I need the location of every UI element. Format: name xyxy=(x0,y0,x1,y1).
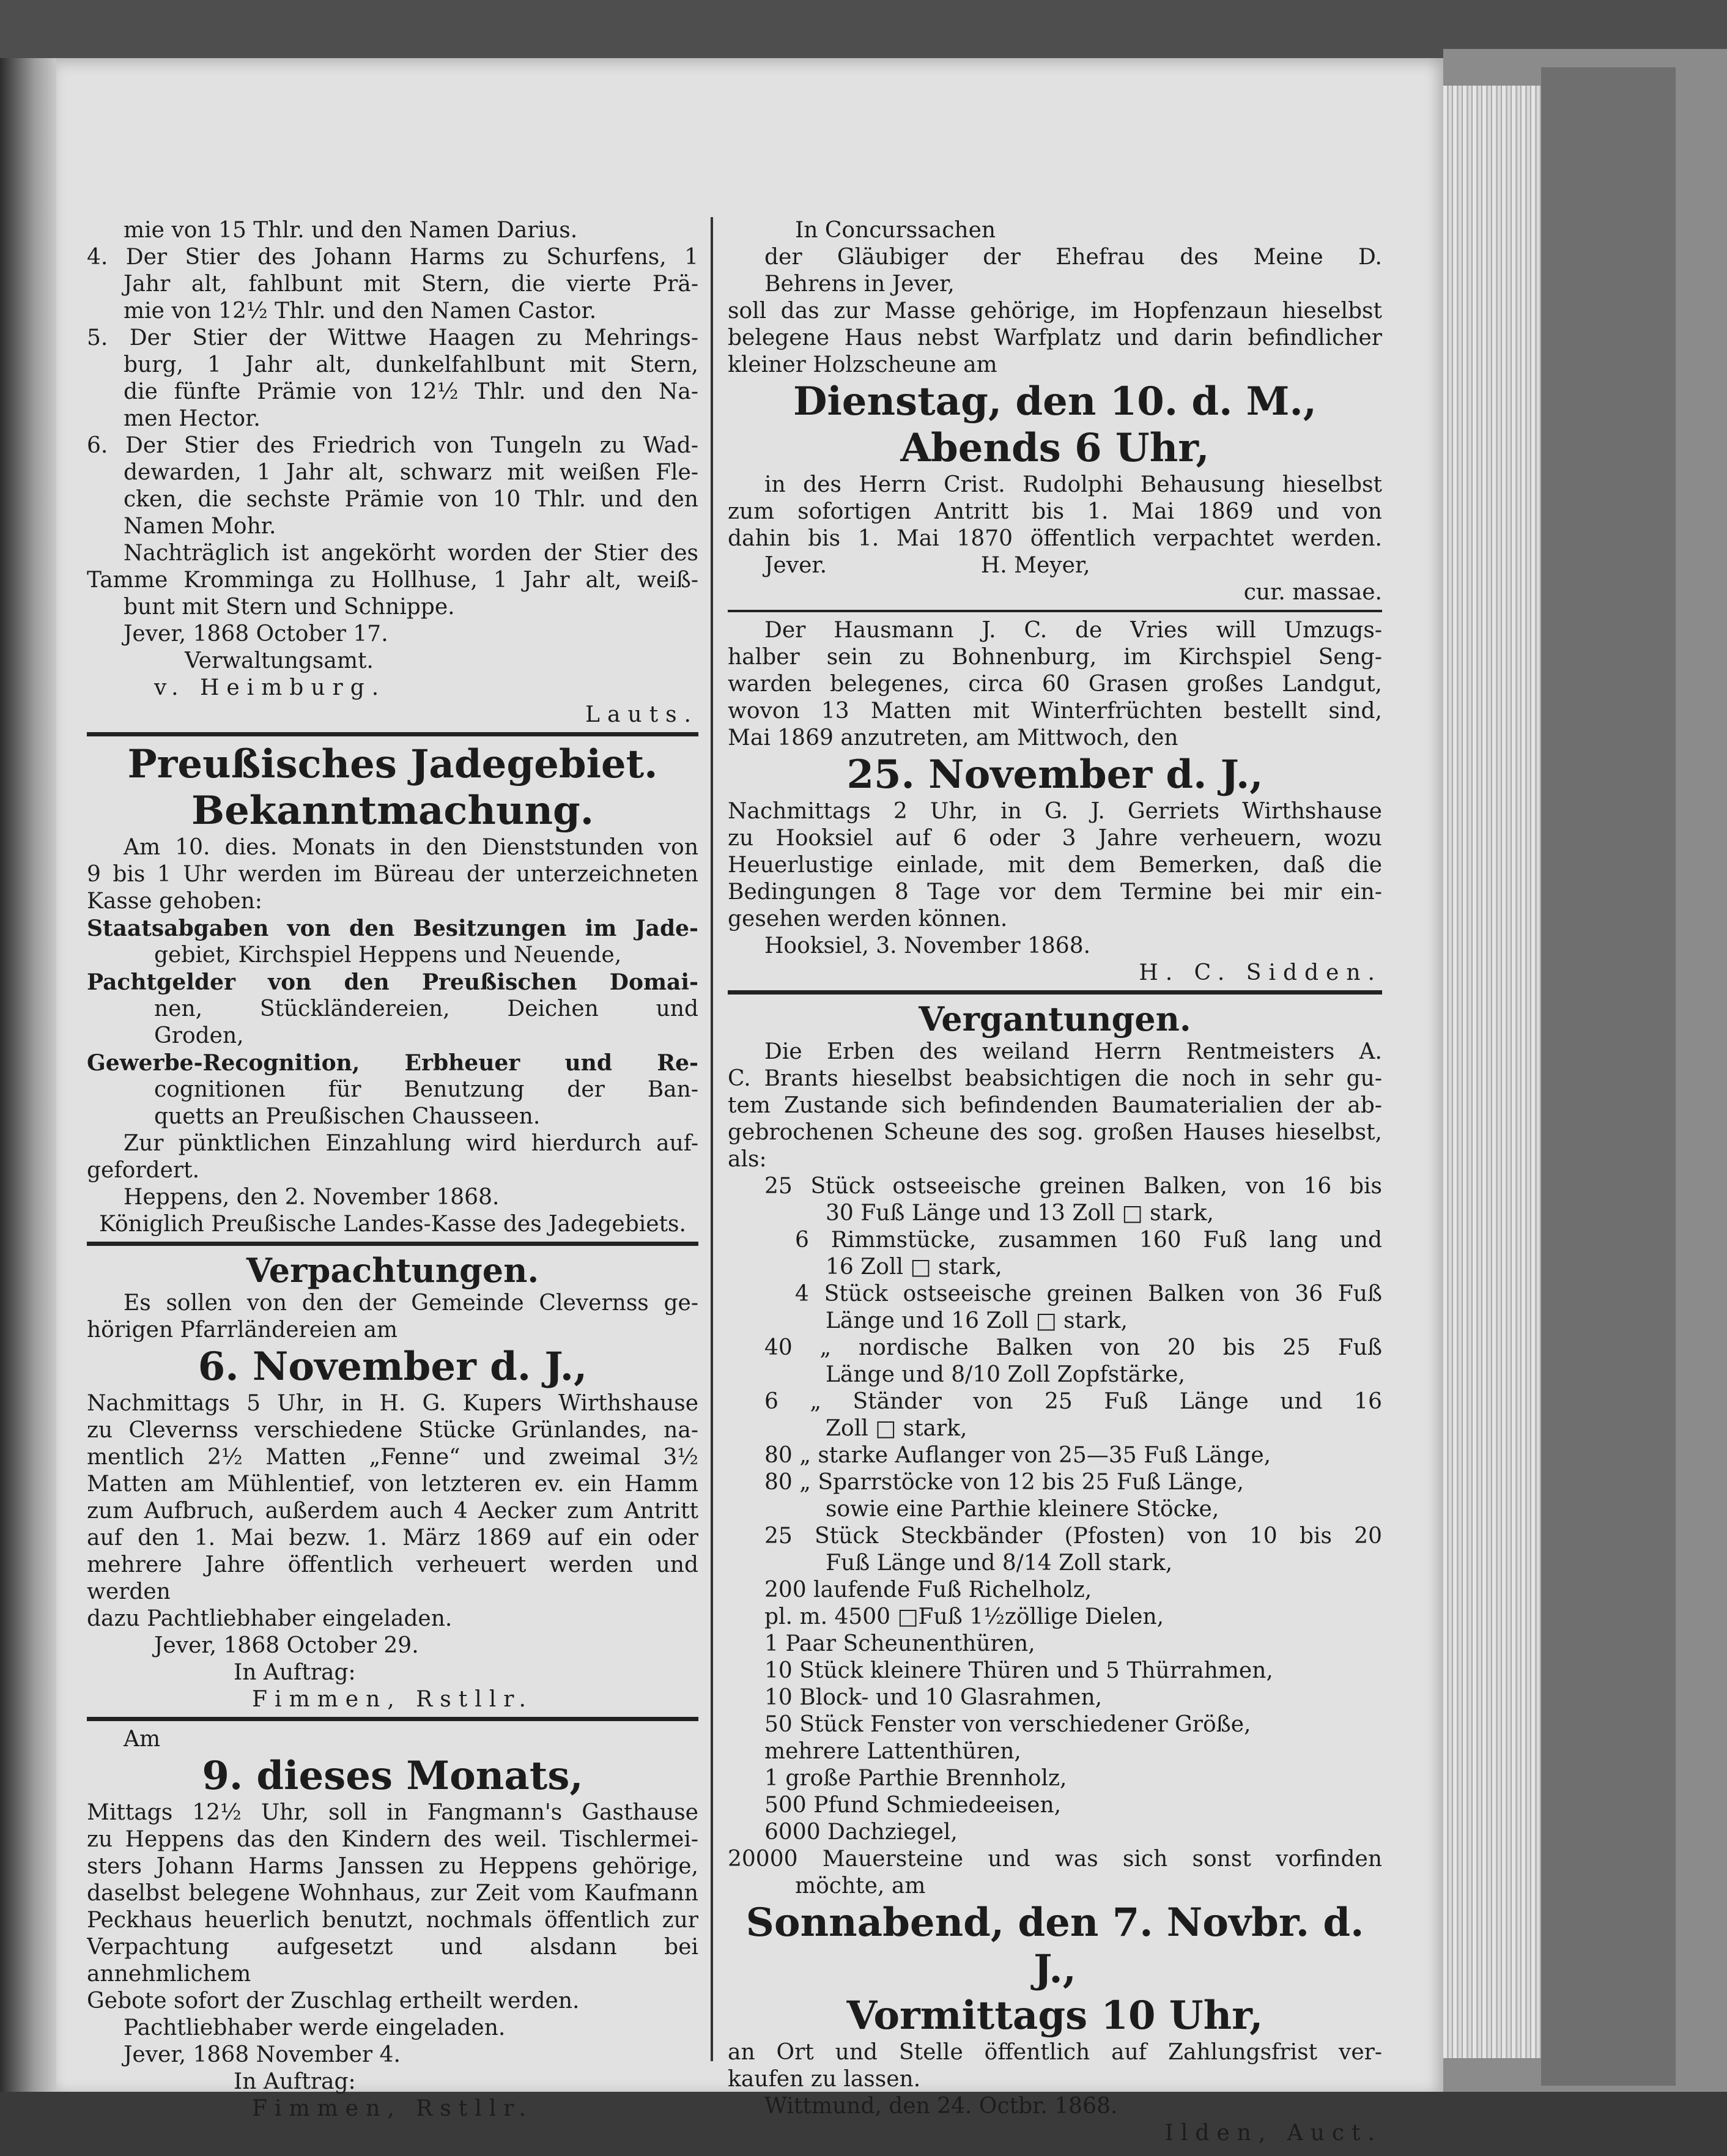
text-line: Am xyxy=(124,1727,161,1752)
text-line: Es sollen von den der Gemeinde Clevernss ge- xyxy=(124,1291,698,1316)
text-line: soll das zur Masse gehörige, im Hopfenzaun hieselbst xyxy=(728,298,1382,324)
text-line: dewarden, 1 Jahr alt, schwarz mit weißen Fle- xyxy=(124,460,698,485)
text-line: Mai 1869 anzutreten, am Mittwoch, den xyxy=(728,725,1178,750)
event-date: 25. November d. J., xyxy=(846,752,1263,798)
text-line: mie von 12½ Thlr. und den Namen Castor. xyxy=(124,298,597,324)
text-line: zum Aufbruch, außerdem auch 4 Aecker zum Antritt xyxy=(87,1498,698,1524)
text-line: nen, Stückländereien, Deichen und xyxy=(154,996,698,1021)
list-item: 80 „ starke Auflanger von 25—35 Fuß Länge, xyxy=(764,1443,1271,1468)
text-line: warden belegenes, circa 60 Grasen großes Landgut, xyxy=(728,672,1382,697)
text-line: hörigen Pfarrländereien am xyxy=(87,1317,398,1343)
text-line: zum sofortigen Antritt bis 1. Mai 1869 und von xyxy=(728,499,1382,524)
text-line: Der Hausmann J. C. de Vries will Umzugs- xyxy=(764,618,1382,643)
list-item: 4 Stück ostseeische greinen Balken von 36 Fuß xyxy=(795,1281,1382,1306)
event-time: Vormittags 10 Uhr, xyxy=(846,1993,1263,2039)
list-item: möchte, am xyxy=(795,1873,926,1899)
verpachtungen-section xyxy=(87,1251,698,1713)
list-item: 25 Stück Steckbänder (Pfosten) von 10 bis 20 xyxy=(764,1524,1382,1549)
text-line: zu Heppens das den Kindern des weil. Tischlermei- xyxy=(87,1827,698,1852)
text-line: wovon 13 Matten mit Winterfrüchten bestellt sind, xyxy=(728,698,1382,724)
hausmann-section xyxy=(728,617,1382,987)
section-rule xyxy=(728,990,1382,995)
text-line: Peckhaus heuerlich benutzt, nochmals öffentlich zur xyxy=(87,1908,698,1933)
text-line: Nachträglich ist angekörht worden der Stier des xyxy=(124,541,698,566)
text-line: Behrens in Jever, xyxy=(764,272,955,297)
left-page-edge xyxy=(0,58,56,2156)
event-date: 9. dieses Monats, xyxy=(202,1753,583,1799)
newspaper-page xyxy=(56,58,1443,2146)
list-item: 1 Paar Scheunenthüren, xyxy=(764,1631,1035,1656)
text-line: die fünfte Prämie von 12½ Thlr. und den Na- xyxy=(124,379,698,404)
signature: Fimmen, Rstllr. xyxy=(252,1687,533,1712)
list-item: sowie eine Parthie kleinere Stöcke, xyxy=(826,1497,1219,1522)
signature: Jever. H. Meyer, xyxy=(764,553,1090,578)
text-line: 9 bis 1 Uhr werden im Büreau der unterzeichneten xyxy=(87,862,698,887)
text-line: Pachtgelder von den Preußischen Domai- xyxy=(87,969,698,995)
list-item: Fuß Länge und 8/14 Zoll stark, xyxy=(826,1550,1173,1576)
text-line: Heuerlustige einlade, mit dem Bemerken, daß die xyxy=(728,853,1382,878)
text-line: Verpachtung aufgesetzt und alsdann bei annehmlichem xyxy=(87,1935,698,1987)
text-line: belegene Haus nebst Warfplatz und darin befindlicher xyxy=(728,325,1382,350)
text-line: burg, 1 Jahr alt, dunkelfahlbunt mit Stern, xyxy=(124,352,698,377)
text-line: mentlich 2½ Matten „Fenne“ und zweimal 3½ xyxy=(87,1445,698,1470)
list-item: 40 „ nordische Balken von 20 bis 25 Fuß xyxy=(764,1335,1382,1360)
text-line: Mittags 12½ Uhr, soll in Fangmann's Gasthause xyxy=(87,1800,698,1825)
stier-praemien-section xyxy=(87,217,698,728)
text-line: cken, die sechste Prämie von 10 Thlr. und den xyxy=(124,487,698,512)
list-item: 10 Stück kleinere Thüren und 5 Thürrahmen, xyxy=(764,1658,1273,1683)
text-line: 4. Der Stier des Johann Harms zu Schurfens, 1 xyxy=(87,245,698,270)
section-title: Vergantungen. xyxy=(919,999,1191,1039)
text-line: Gewerbe-Recognition, Erbheuer und Re- xyxy=(87,1050,698,1076)
right-column xyxy=(728,217,1382,2147)
text-line: Kasse gehoben: xyxy=(87,889,262,914)
list-item: 6000 Dachziegel, xyxy=(764,1820,958,1845)
text-line: als: xyxy=(728,1147,767,1172)
section-rule xyxy=(728,610,1382,612)
list-item: Länge und 16 Zoll □ stark, xyxy=(826,1308,1128,1333)
event-date: 6. November d. J., xyxy=(198,1344,588,1390)
text-line: an Ort und Stelle öffentlich auf Zahlungsfrist ver- xyxy=(728,2040,1382,2065)
dateline: Heppens, den 2. November 1868. xyxy=(124,1185,500,1210)
text-line: Am 10. dies. Monats in den Dienststunden von xyxy=(124,835,698,860)
vergantungen-section xyxy=(728,999,1382,2147)
list-item: 20000 Mauersteine und was sich sonst vorfinden xyxy=(728,1847,1382,1872)
concurssachen-section xyxy=(728,217,1382,606)
text-line: Groden, xyxy=(154,1023,244,1048)
list-item: 10 Block- und 10 Glasrahmen, xyxy=(764,1685,1103,1710)
text-line: dahin bis 1. Mai 1870 öffentlich verpachtet werden. xyxy=(728,526,1382,551)
text-line: bunt mit Stern und Schnippe. xyxy=(124,595,455,620)
text-line: 6. Der Stier des Friedrich von Tungeln zu Wad- xyxy=(87,433,698,458)
signature: Fimmen, Rstllr. xyxy=(252,2096,533,2121)
list-item: 80 „ Sparrstöcke von 12 bis 25 Fuß Länge, xyxy=(764,1470,1244,1495)
text-line: In Auftrag: xyxy=(234,1660,356,1685)
text-line: mehrere Jahre öffentlich verheuert werden und werden xyxy=(87,1552,698,1604)
text-line: Tamme Kromminga zu Hollhuse, 1 Jahr alt, weiß- xyxy=(87,568,698,593)
authority: Verwaltungsamt. xyxy=(185,648,374,673)
text-line: zu Clevernss verschiedene Stücke Grünlandes, na- xyxy=(87,1418,698,1443)
text-line: dazu Pachtliebhaber eingeladen. xyxy=(87,1606,453,1631)
text-line: gebiet, Kirchspiel Heppens und Neuende, xyxy=(154,943,622,968)
text-line: der Gläubiger der Ehefrau des Meine D. xyxy=(764,245,1382,270)
text-line: gesehen werden können. xyxy=(728,906,1008,932)
text-line: C. Brants hieselbst beabsichtigen die noch in sehr gu- xyxy=(728,1066,1382,1091)
text-line: in des Herrn Crist. Rudolphi Behausung hieselbst xyxy=(764,472,1382,497)
jadegebiet-section xyxy=(87,741,698,1238)
signature: Lauts. xyxy=(585,702,698,727)
text-line: men Hector. xyxy=(124,406,261,431)
text-line: quetts an Preußischen Chausseen. xyxy=(154,1104,541,1129)
dateline: Wittmund, den 24. Octbr. 1868. xyxy=(764,2094,1118,2119)
neun-dieses-section xyxy=(87,1726,698,2122)
list-item: 50 Stück Fenster von verschiedener Größe, xyxy=(764,1712,1251,1737)
list-item: Länge und 8/10 Zoll Zopfstärke, xyxy=(826,1362,1185,1387)
list-item: 16 Zoll □ stark, xyxy=(826,1254,1002,1280)
list-item: 6 „ Ständer von 25 Fuß Länge und 16 xyxy=(764,1389,1382,1414)
text-line: auf den 1. Mai bezw. 1. März 1869 auf ein oder xyxy=(87,1525,698,1550)
left-column xyxy=(87,217,698,2122)
text-line: Nachmittags 2 Uhr, in G. J. Gerriets Wirthshause xyxy=(728,799,1382,824)
text-line: gebrochenen Scheune des sog. großen Hauses hieselbst, xyxy=(728,1120,1382,1145)
event-date: Sonnabend, den 7. Novbr. d. J., xyxy=(745,1900,1364,1992)
column-divider xyxy=(711,217,713,2061)
text-line: daselbst belegene Wohnhaus, zur Zeit vom Kaufmann xyxy=(87,1881,698,1906)
list-item: pl. m. 4500 □Fuß 1½zöllige Dielen, xyxy=(764,1604,1164,1629)
text-line: Bedingungen 8 Tage vor dem Termine bei mir ein- xyxy=(728,880,1382,905)
text-line: halber sein zu Bohnenburg, im Kirchspiel Seng- xyxy=(728,645,1382,670)
signature: v. Heimburg. xyxy=(154,675,386,700)
text-line: Nachmittags 5 Uhr, in H. G. Kupers Wirthshause xyxy=(87,1391,698,1416)
event-time: Abends 6 Uhr, xyxy=(900,425,1210,471)
text-line: Staatsabgaben von den Besitzungen im Jade- xyxy=(87,916,698,941)
text-line: cur. massae. xyxy=(1243,580,1382,605)
signature: Königlich Preußische Landes-Kasse des Jadegebiets. xyxy=(99,1212,686,1237)
text-line: Die Erben des weiland Herrn Rentmeisters A. xyxy=(764,1039,1382,1064)
text-line: sters Johann Harms Janssen zu Heppens gehörige, xyxy=(87,1854,698,1879)
list-item: mehrere Lattenthüren, xyxy=(764,1739,1021,1764)
text-line: zu Hooksiel auf 6 oder 3 Jahre verheuern, wozu xyxy=(728,826,1382,851)
text-line: Matten am Mühlentief, von letzteren ev. ein Hamm xyxy=(87,1472,698,1497)
dateline: Hooksiel, 3. November 1868. xyxy=(764,933,1091,958)
book-cover xyxy=(1541,67,1676,2086)
text-line: In Auftrag: xyxy=(234,2069,356,2094)
list-item: 30 Fuß Länge und 13 Zoll □ stark, xyxy=(826,1201,1214,1226)
signature: Ilden, Auct. xyxy=(1164,2121,1382,2146)
dateline: Jever, 1868 October 29. xyxy=(154,1633,419,1658)
text-line: In Concurssachen xyxy=(795,218,996,243)
signature: H. C. Sidden. xyxy=(1139,960,1382,985)
text-line: Zur pünktlichen Einzahlung wird hierdurch auf- xyxy=(124,1131,698,1156)
text-line: kleiner Holzscheune am xyxy=(728,352,997,377)
section-subtitle: Bekanntmachung. xyxy=(191,788,594,834)
text-line: mie von 15 Thlr. und den Namen Darius. xyxy=(124,218,578,243)
section-title: Preußisches Jadegebiet. xyxy=(127,741,658,787)
text-line: kaufen zu lassen. xyxy=(728,2067,921,2092)
list-item: Zoll □ stark, xyxy=(826,1416,967,1441)
text-line: Gebote sofort der Zuschlag ertheilt werden. xyxy=(87,1988,580,2013)
text-line: gefordert. xyxy=(87,1158,200,1183)
list-item: 25 Stück ostseeische greinen Balken, von 16 bis xyxy=(764,1174,1382,1199)
list-item: 6 Rimmstücke, zusammen 160 Fuß lang und xyxy=(795,1228,1382,1253)
dateline: Jever, 1868 November 4. xyxy=(124,2042,401,2067)
text-line: 5. Der Stier der Wittwe Haagen zu Mehrings- xyxy=(87,325,698,350)
section-title: Verpachtungen. xyxy=(246,1251,539,1290)
text-line: tem Zustande sich befindenden Baumaterialien der ab- xyxy=(728,1093,1382,1118)
text-line: cognitionen für Benutzung der Ban- xyxy=(154,1077,698,1102)
section-rule xyxy=(87,732,698,736)
dateline: Jever, 1868 October 17. xyxy=(124,621,388,646)
text-line: Namen Mohr. xyxy=(124,514,276,539)
list-item: 500 Pfund Schmiedeeisen, xyxy=(764,1793,1062,1818)
page-edges xyxy=(1443,86,1541,2058)
event-date: Dienstag, den 10. d. M., xyxy=(793,379,1317,424)
list-item: 200 laufende Fuß Richelholz, xyxy=(764,1577,1092,1602)
section-rule xyxy=(87,1717,698,1721)
text-line: Jahr alt, fahlbunt mit Stern, die vierte Prä- xyxy=(124,272,698,297)
text-line: Pachtliebhaber werde eingeladen. xyxy=(124,2015,506,2040)
list-item: 1 große Parthie Brennholz, xyxy=(764,1766,1067,1791)
section-rule xyxy=(87,1242,698,1246)
